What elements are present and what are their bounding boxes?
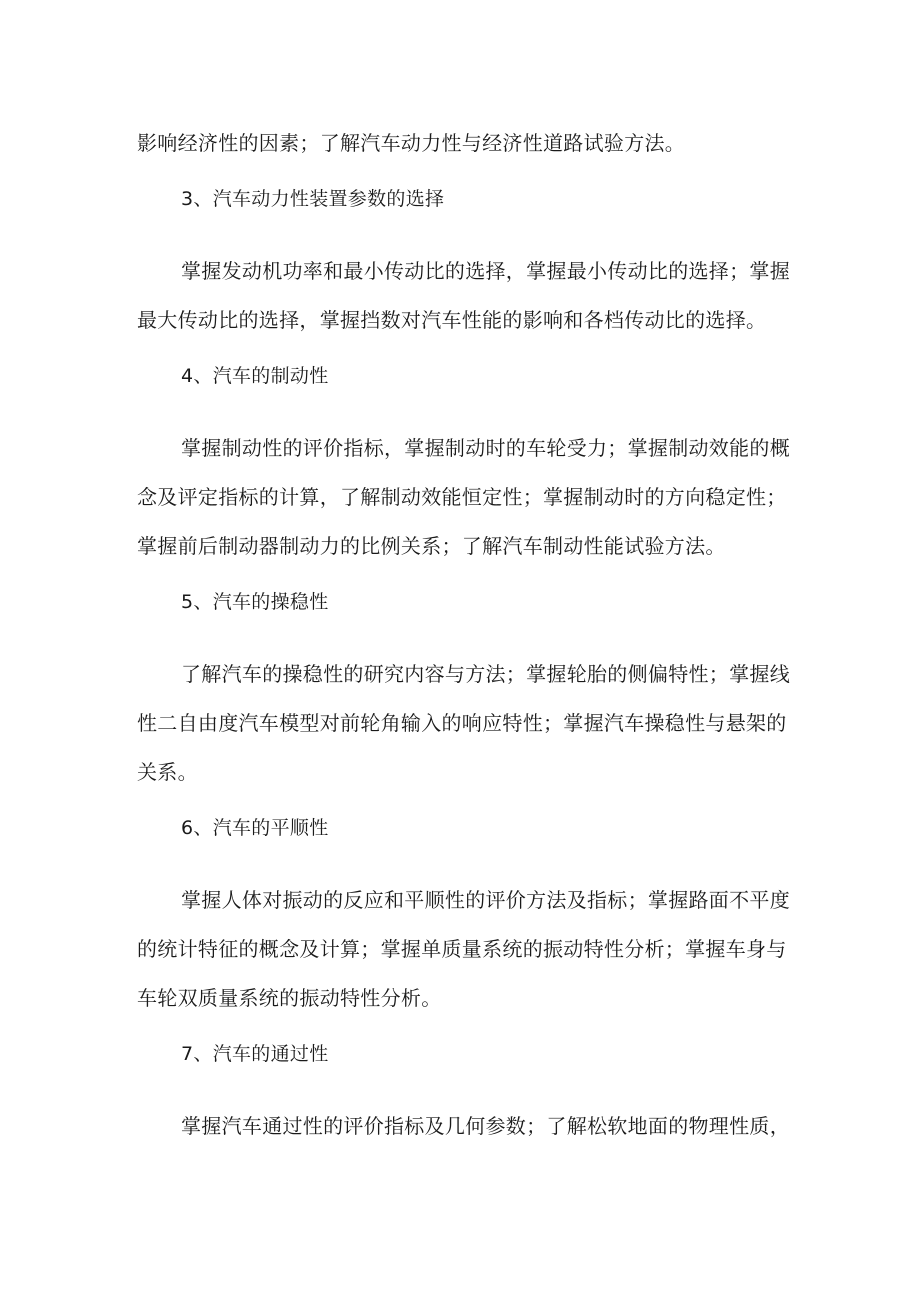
section-heading: 4、汽车的制动性 <box>181 365 329 387</box>
paragraph-line: 关系。 <box>137 760 198 784</box>
section-heading: 5、汽车的操稳性 <box>181 591 329 613</box>
paragraph-line: 的统计特征的概念及计算；掌握单质量系统的振动特性分析；掌握车身与 <box>137 937 787 961</box>
paragraph-line: 掌握人体对振动的反应和平顺性的评价方法及指标；掌握路面不平度 <box>181 888 790 912</box>
paragraph-line: 车轮双质量系统的振动特性分析。 <box>137 986 442 1010</box>
section-heading: 7、汽车的通过性 <box>181 1043 329 1065</box>
section-heading: 3、汽车动力性装置参数的选择 <box>181 188 445 210</box>
paragraph-line: 掌握前后制动器制动力的比例关系；了解汽车制动性能试验方法。 <box>137 534 726 558</box>
paragraph-line: 了解汽车的操稳性的研究内容与方法；掌握轮胎的侧偏特性；掌握线 <box>181 662 790 686</box>
paragraph-line: 掌握汽车通过性的评价指标及几何参数；了解松软地面的物理性质， <box>181 1114 790 1138</box>
paragraph-line: 掌握发动机功率和最小传动比的选择，掌握最小传动比的选择；掌握 <box>181 259 790 283</box>
paragraph-line: 性二自由度汽车模型对前轮角输入的响应特性；掌握汽车操稳性与悬架的 <box>137 711 787 735</box>
paragraph-line: 掌握制动性的评价指标，掌握制动时的车轮受力；掌握制动效能的概 <box>181 436 790 460</box>
section-heading: 6、汽车的平顺性 <box>181 817 329 839</box>
paragraph-line: 念及评定指标的计算，了解制动效能恒定性；掌握制动时的方向稳定性； <box>137 485 787 509</box>
paragraph-line: 影响经济性的因素；了解汽车动力性与经济性道路试验方法。 <box>137 131 686 155</box>
paragraph-line: 最大传动比的选择，掌握挡数对汽车性能的影响和各档传动比的选择。 <box>137 308 767 332</box>
